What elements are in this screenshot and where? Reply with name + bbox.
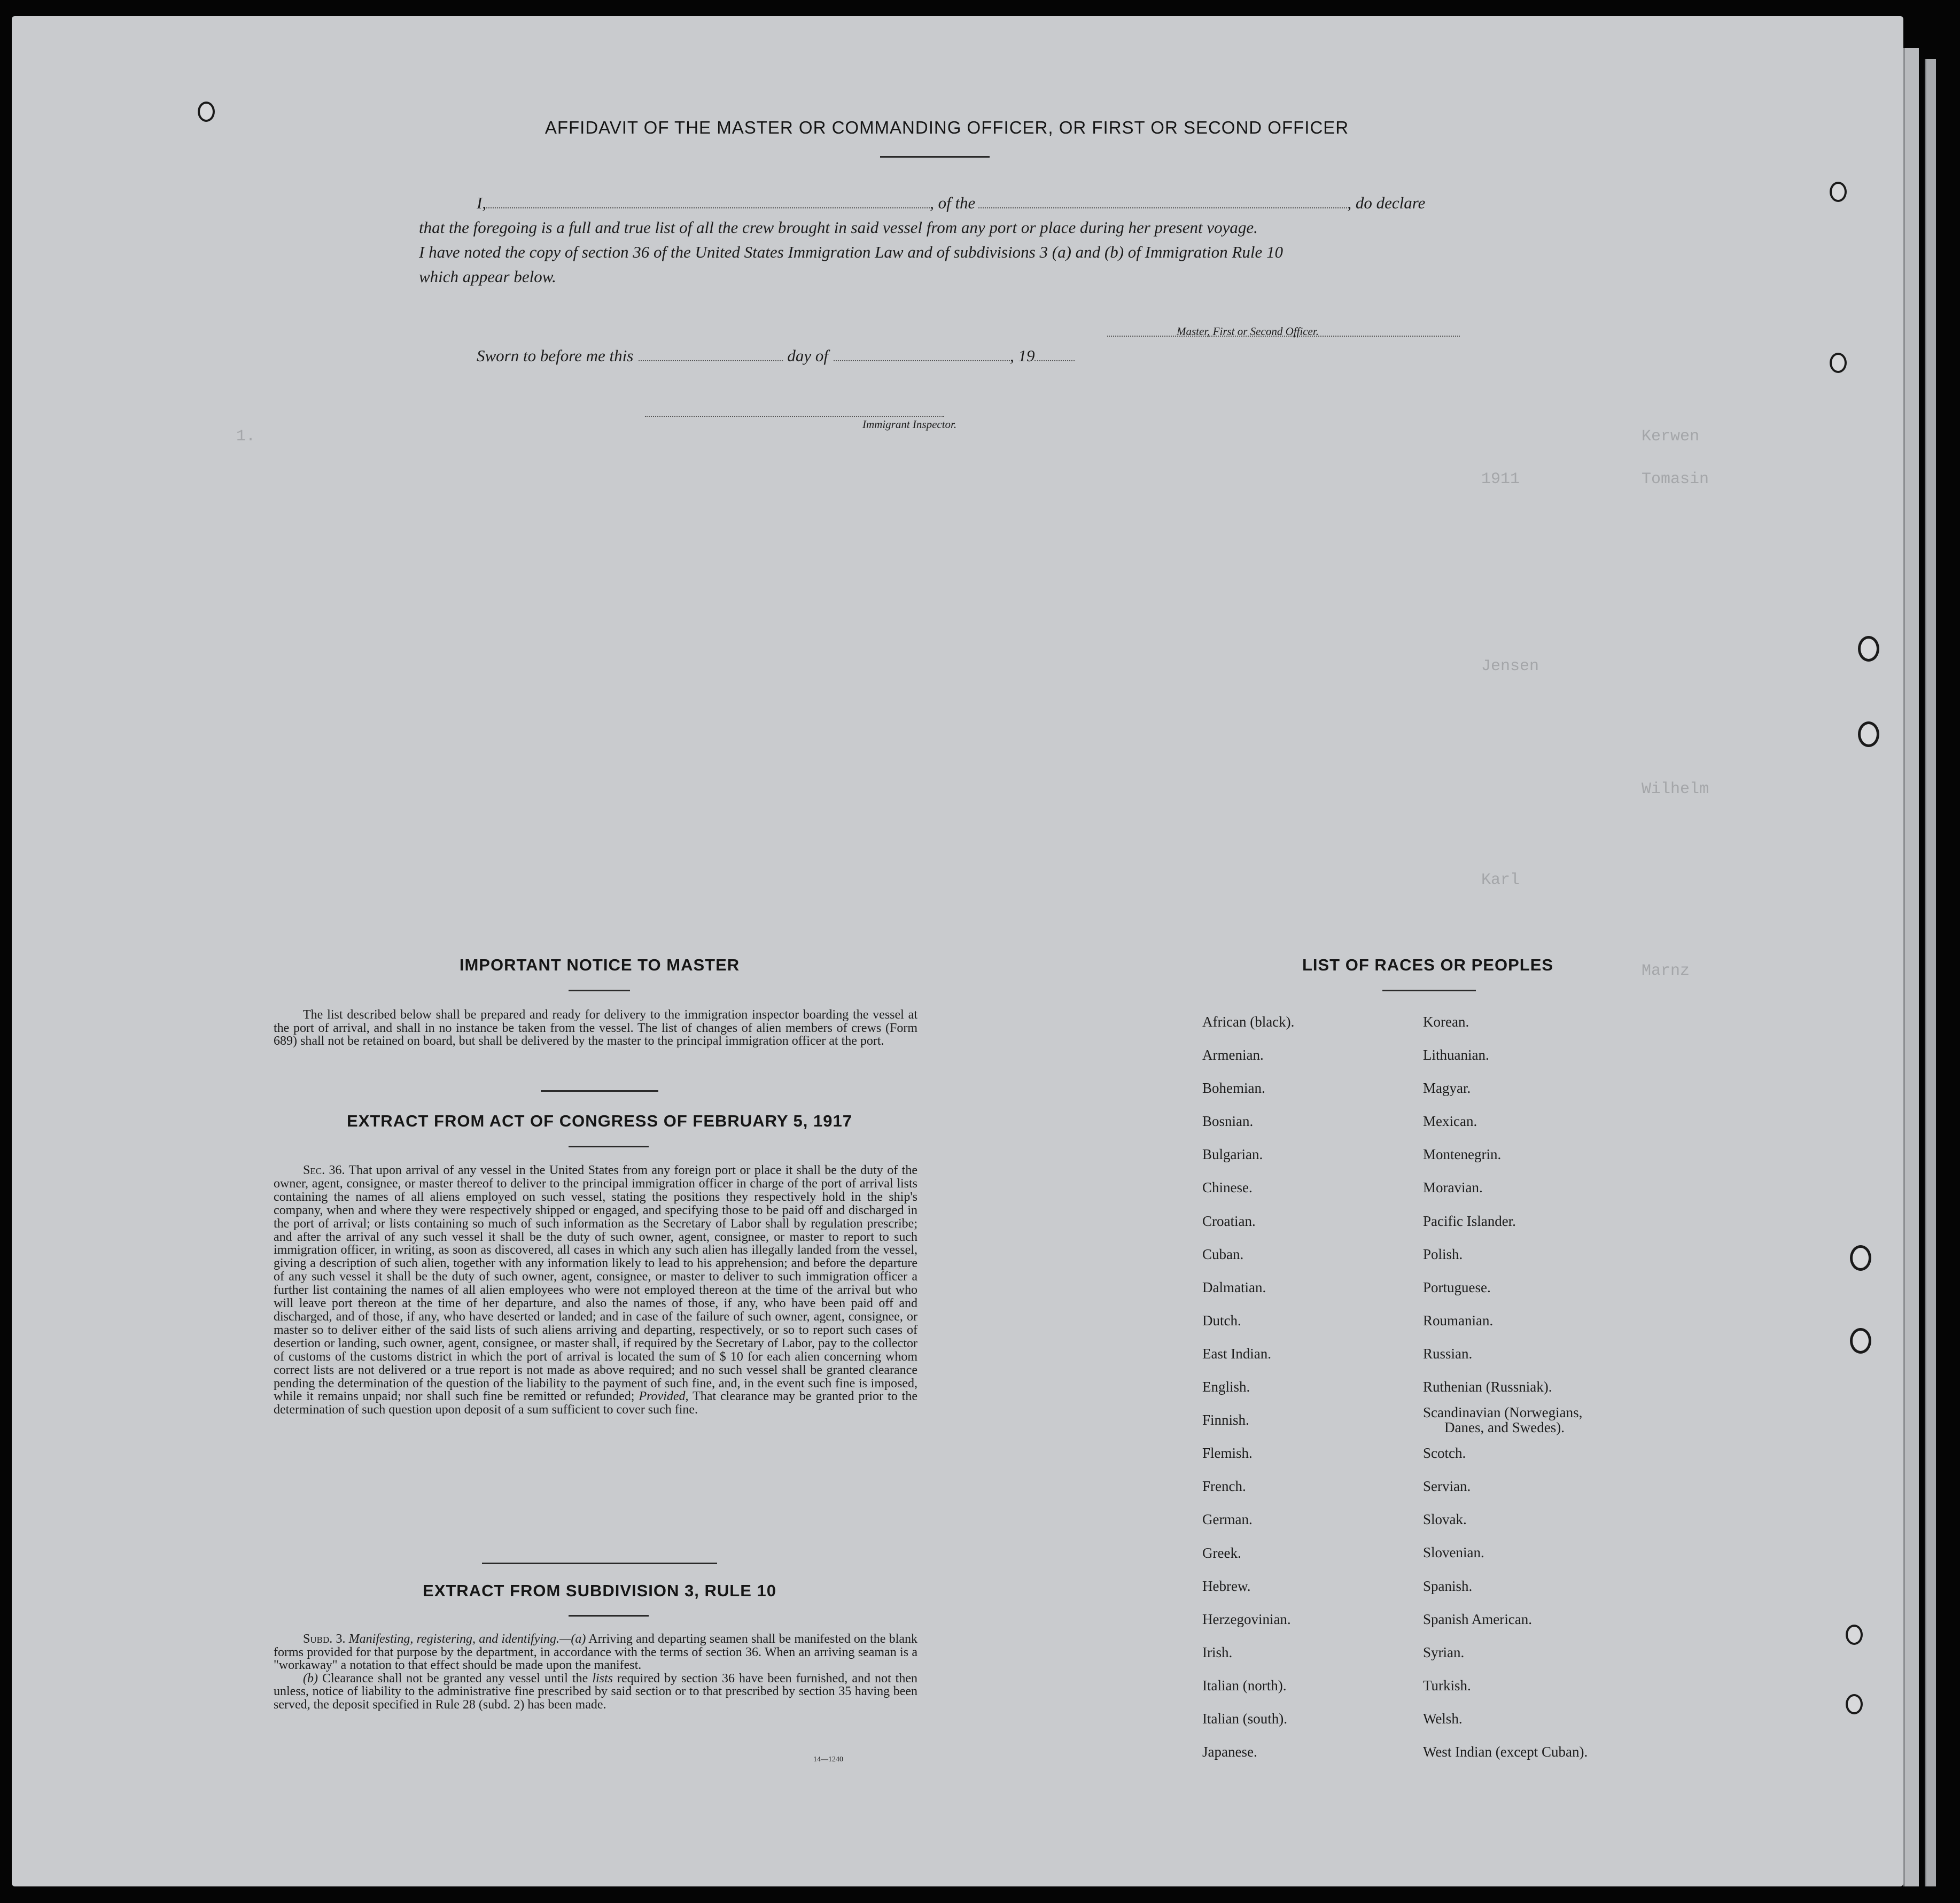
rule-title: EXTRACT FROM SUBDIVISION 3, RULE 10	[423, 1581, 776, 1600]
race-item: Moravian.	[1423, 1179, 1483, 1196]
race-item: Welsh.	[1423, 1710, 1463, 1727]
race-item: Portuguese.	[1423, 1279, 1491, 1295]
race-item: Mexican.	[1423, 1113, 1477, 1130]
races-column-1	[1202, 1005, 1294, 1768]
race-item	[1423, 1403, 1588, 1436]
race-item: Turkish.	[1423, 1677, 1471, 1694]
race-item: African (black).	[1202, 1014, 1295, 1030]
race-item: Irish.	[1202, 1644, 1233, 1660]
bleed-through-text: 1.	[236, 428, 256, 446]
race-item: Ruthenian (Russniak).	[1423, 1379, 1552, 1395]
sworn-year: , 19	[1009, 346, 1035, 365]
rule-text	[274, 1633, 917, 1712]
sworn-day: day of	[787, 346, 828, 365]
rule-lists-word: lists	[592, 1671, 613, 1685]
race-item: Armenian.	[1202, 1047, 1264, 1063]
races-column-2	[1423, 1005, 1588, 1768]
act-text	[274, 1164, 917, 1417]
form-number: 14—1240	[813, 1756, 843, 1764]
race-item: Scotch.	[1423, 1445, 1466, 1462]
race-item: Syrian.	[1423, 1644, 1465, 1660]
binder-hole	[1850, 1328, 1871, 1354]
rule-text-b1: Clearance shall not be granted any vessel until the	[322, 1671, 588, 1685]
master-caption: Master, First or Second Officer.	[1177, 325, 1319, 338]
sworn-line	[477, 345, 1075, 367]
sworn-date-blank[interactable]	[639, 345, 783, 361]
divider	[880, 156, 990, 158]
binder-hole	[1830, 353, 1847, 373]
bleed-through-text: Marnz	[1642, 962, 1690, 980]
bleed-through-text: Karl	[1481, 871, 1520, 889]
race-item: Spanish.	[1423, 1578, 1473, 1594]
divider	[541, 1090, 658, 1092]
page-edge	[1903, 48, 1919, 1886]
sworn-month-blank[interactable]	[834, 345, 1010, 361]
race-item: Dalmatian.	[1202, 1279, 1266, 1295]
bleed-through-text: Tomasin	[1642, 470, 1709, 488]
divider	[1382, 990, 1476, 991]
race-item: Lithuanian.	[1423, 1047, 1489, 1063]
race-item: Roumanian.	[1423, 1312, 1494, 1329]
divider	[569, 1146, 649, 1147]
inspector-signature-blank[interactable]	[645, 401, 944, 417]
race-item: German.	[1202, 1511, 1253, 1528]
race-item: Bulgarian.	[1202, 1146, 1263, 1163]
race-item-line: Scandinavian (Norwegians,	[1423, 1404, 1583, 1421]
races-title: LIST OF RACES OR PEOPLES	[1302, 956, 1554, 974]
race-item: Spanish American.	[1423, 1611, 1532, 1627]
binder-hole	[1850, 1245, 1871, 1271]
race-item: Pacific Islander.	[1423, 1213, 1516, 1229]
race-item: Finnish.	[1202, 1412, 1249, 1428]
subd-title: Manifesting, registering, and identifying.—(a)	[348, 1632, 586, 1646]
race-item: Slovenian.	[1423, 1544, 1484, 1561]
race-item-line: Danes, and Swedes).	[1444, 1419, 1565, 1436]
bleed-through-text: 1911	[1481, 470, 1520, 488]
race-item: Croatian.	[1202, 1213, 1256, 1229]
affidavit-line-1	[477, 192, 1425, 214]
affidavit-line-3: I have noted the copy of section 36 of the United States Immigration Law and of subdivisions 3 (a) and (b) of Immigration Rule 10	[419, 243, 1283, 261]
affidavit-i: I,	[477, 193, 487, 212]
race-item: Hebrew.	[1202, 1578, 1251, 1594]
race-item: Cuban.	[1202, 1246, 1244, 1262]
race-item: Italian (south).	[1202, 1710, 1287, 1727]
affidavit-line-4: which appear below.	[419, 267, 556, 286]
rule-b-label: (b)	[303, 1671, 318, 1685]
divider	[482, 1563, 717, 1564]
page-edge	[1925, 59, 1936, 1886]
bleed-through-text: Jensen	[1481, 657, 1539, 675]
bleed-through-text: Kerwen	[1642, 428, 1700, 446]
act-title: EXTRACT FROM ACT OF CONGRESS OF FEBRUARY 5, 1917	[347, 1112, 852, 1130]
binder-hole	[1846, 1694, 1863, 1714]
race-item: Japanese.	[1202, 1744, 1257, 1760]
document-page	[12, 16, 1903, 1886]
race-item: French.	[1202, 1478, 1246, 1495]
act-text-b: That clearance may be granted prior to the determination of such question upon deposit of a sum sufficient to cover such fine.	[274, 1389, 917, 1417]
race-item: Chinese.	[1202, 1179, 1253, 1196]
binder-hole	[1830, 182, 1847, 202]
affidavit-title: AFFIDAVIT OF THE MASTER OR COMMANDING OFFICER, OR FIRST OR SECOND OFFICER	[545, 118, 1349, 137]
race-item: Korean.	[1423, 1014, 1469, 1030]
race-item: Herzegovinian.	[1202, 1611, 1291, 1627]
act-text-a: That upon arrival of any vessel in the United States from any foreign port or place it shall be the duty of the owner, agent, consignee, or master thereof to deliver to the principal immigration officer in charge of the port of arrival lists containing the names of all aliens employed on such vessel, stating the positions they respectively hold in the ship's company, when and where they were respectively shipped or engaged, and specifying those to be paid off and discharged in the port of arrival; or lists containing so much of such information as the Secretary of Labor shall by regulation prescribe; and after the arrival of any such vessel it shall be the duty of such owner, agent, consignee, or master to report to such immigration officer, in writing, as soon as discovered, all cases in which any such alien has illegally landed from the vessel, giving a description of such alien, together with any information likely to lead to his apprehension; and before the departure of any such vessel it shall be the duty of such owner, agent, consignee, or master to deliver to such immigration officer a further list containing the names of all alien employees who were not employed thereon at the time of the arrival but who will leave port thereon at the time of her departure, and also the names of those, if any, who have been paid off and discharged, and of those, if any, who have deserted or landed; and in case of the failure of such owner, agent, consignee, or master so to deliver either of the said lists of such aliens arriving and departing, respectively, or so to report such cases of desertion or landing, such owner, agent, consignee, or master shall, if required by the Secretary of Labor, pay to the collector of customs of the customs district in which the port of arrival is located the sum of $ 10 for each alien concerning whom correct lists are not delivered or a true report is not made as above required; and no such vessel shall be granted clearance pending the determination of the question of the liability to the payment of such fine, and, in the event such fine is imposed, while it remains unpaid; nor shall such fine be remitted or refunded;	[274, 1163, 917, 1404]
act-provided: Provided,	[639, 1389, 689, 1404]
notice-paragraph: The list described below shall be prepared and ready for delivery to the immigration inspector boarding the vessel at the port of arrival, and shall in no instance be taken from the vessel. The list of changes of alien members of crews (Form 689) shall not be retained on board, but shall be delivered by the master to the principal immigration officer at the port.	[274, 1008, 917, 1048]
sworn-year-blank[interactable]	[1035, 345, 1075, 361]
race-item: Polish.	[1423, 1246, 1463, 1262]
rule-text-a: Arriving and departing seamen shall be manifested on the blank forms provided for that purpose by the department, in accordance with the terms of section 36. When an arriving seaman is a "workaway" a notation to that effect should be made upon the manifest.	[274, 1632, 917, 1673]
race-item: Bohemian.	[1202, 1080, 1265, 1097]
binder-hole	[198, 102, 215, 122]
race-item: Russian.	[1423, 1345, 1473, 1362]
race-item: English.	[1202, 1379, 1250, 1395]
race-item: Dutch.	[1202, 1312, 1241, 1329]
binder-hole	[1858, 636, 1879, 662]
race-item: Servian.	[1423, 1478, 1471, 1495]
divider	[569, 990, 630, 991]
race-item: Italian (north).	[1202, 1677, 1287, 1694]
race-item: Montenegrin.	[1423, 1146, 1502, 1163]
subd-label: Subd. 3.	[303, 1632, 346, 1646]
affidavit-line-2: that the foregoing is a full and true list of all the crew brought in said vessel from any port or place during her present voyage.	[419, 218, 1258, 237]
vessel-name-blank[interactable]	[978, 192, 1347, 208]
race-item: Greek.	[1202, 1544, 1241, 1561]
race-item: Magyar.	[1423, 1080, 1471, 1097]
master-name-blank[interactable]	[486, 192, 930, 208]
race-item: Bosnian.	[1202, 1113, 1254, 1130]
bleed-through-text: Wilhelm	[1642, 780, 1709, 798]
affidavit-of-the: , of the	[930, 193, 976, 212]
binder-hole	[1858, 721, 1879, 747]
inspector-caption: Immigrant Inspector.	[862, 418, 957, 431]
binder-hole	[1846, 1625, 1863, 1645]
race-item: Slovak.	[1423, 1511, 1467, 1528]
divider	[569, 1615, 649, 1617]
sworn-prefix: Sworn to before me this	[477, 346, 634, 365]
notice-title: IMPORTANT NOTICE TO MASTER	[459, 956, 740, 974]
notice-text	[274, 1008, 917, 1048]
affidavit-declare: , do declare	[1347, 193, 1426, 212]
race-item: West Indian (except Cuban).	[1423, 1743, 1588, 1760]
section-label: Sec. 36.	[303, 1163, 345, 1177]
race-item: East Indian.	[1202, 1345, 1271, 1362]
rule-text-b2: required by section 36 have been furnished, and not then unless, notice of liability to the administrative fine prescribed by said section or to that prescribed by section 35 having been served, the deposit specified in Rule 28 (subd. 2) has been made.	[274, 1671, 917, 1712]
race-item: Flemish.	[1202, 1445, 1253, 1462]
